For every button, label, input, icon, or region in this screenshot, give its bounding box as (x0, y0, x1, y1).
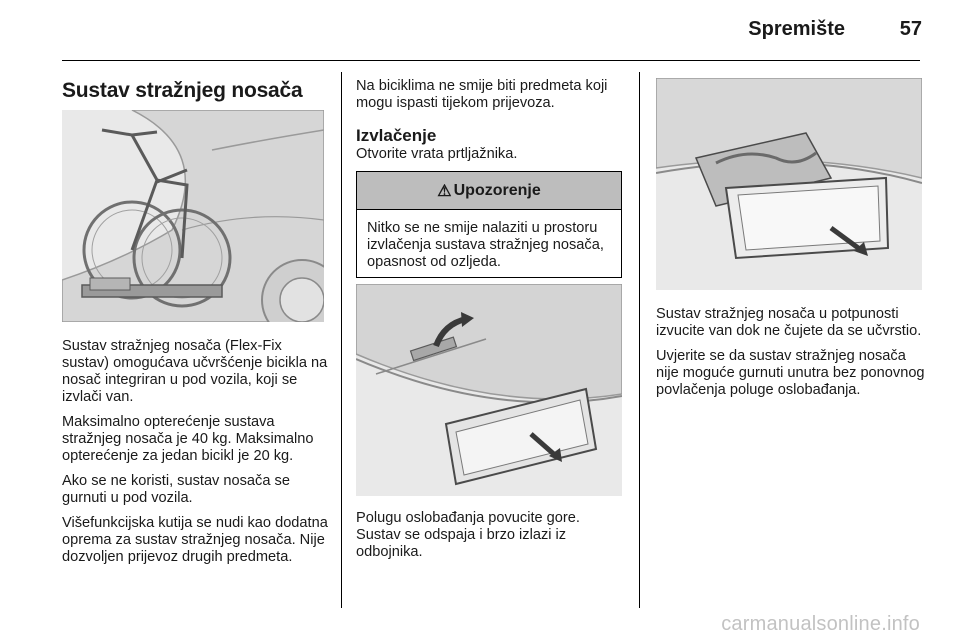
warning-header (357, 172, 621, 210)
open-instruction: Otvorite vrata prtljažnika. (356, 146, 518, 162)
page-number: 57 (899, 18, 922, 40)
warning-box (356, 171, 622, 278)
bike-carrier-drawing (62, 110, 324, 322)
column-divider-2 (639, 72, 640, 608)
intro-paragraph: Na biciklima ne smije biti predmeta koji mogu ispasti tijekom prijevoza. (356, 78, 608, 111)
release-lever-drawing (356, 284, 622, 496)
paragraph-1: Sustav stražnjeg nosača (Flex-Fix sustav) omogućava učvršćenje bicikla na nosač integriran u pod vozila, koji se izvlači van. (62, 338, 328, 405)
paragraph-4: Višefunkcijska kutija se nudi kao dodatna oprema za sustav stražnjeg nosača. Nije dozvoljen prijevoz drugih predmeta. (62, 515, 328, 565)
extended-carrier-drawing (656, 78, 922, 290)
extended-carrier-illustration (656, 78, 922, 290)
column-3 (656, 78, 926, 407)
column-divider-1 (341, 72, 342, 608)
paragraph-2: Maksimalno opterećenje sustava stražnjeg nosača je 40 kg. Maksimalno opterećenje za jedan bicikl je 20 kg. (62, 414, 314, 464)
paragraph-3: Ako se ne koristi, sustav nosača se gurnuti u pod vozila. (62, 473, 290, 506)
header-rule (62, 60, 920, 61)
column-2 (356, 78, 626, 569)
release-lever-illustration (356, 284, 622, 496)
warning-triangle-icon: ⚠ (437, 182, 452, 200)
warning-title: Upozorenje (453, 181, 541, 199)
column-1 (62, 78, 328, 574)
bike-carrier-illustration (62, 110, 324, 322)
paragraph-5: Sustav stražnjeg nosača u potpunosti izvucite van dok ne čujete da se učvrstio. (656, 306, 922, 339)
watermark: carmanualsonline.info (721, 613, 920, 635)
section-title: Sustav stražnjeg nosača (62, 79, 303, 102)
warning-text: Nitko se ne smije nalaziti u prostoru izvlačenja sustava stražnjeg nosača, opasnost od ozljeda. (367, 220, 604, 270)
paragraph-6: Uvjerite se da sustav stražnjeg nosača nije moguće gurnuti unutra bez ponovnog povlačenja poluge oslobađanja. (656, 348, 925, 398)
release-instruction: Polugu oslobađanja povucite gore. Sustav se odspaja i brzo izlazi iz odbojnika. (356, 510, 580, 560)
page-header-title: Spremište (748, 18, 845, 40)
subsection-title: Izvlačenje (356, 126, 437, 145)
